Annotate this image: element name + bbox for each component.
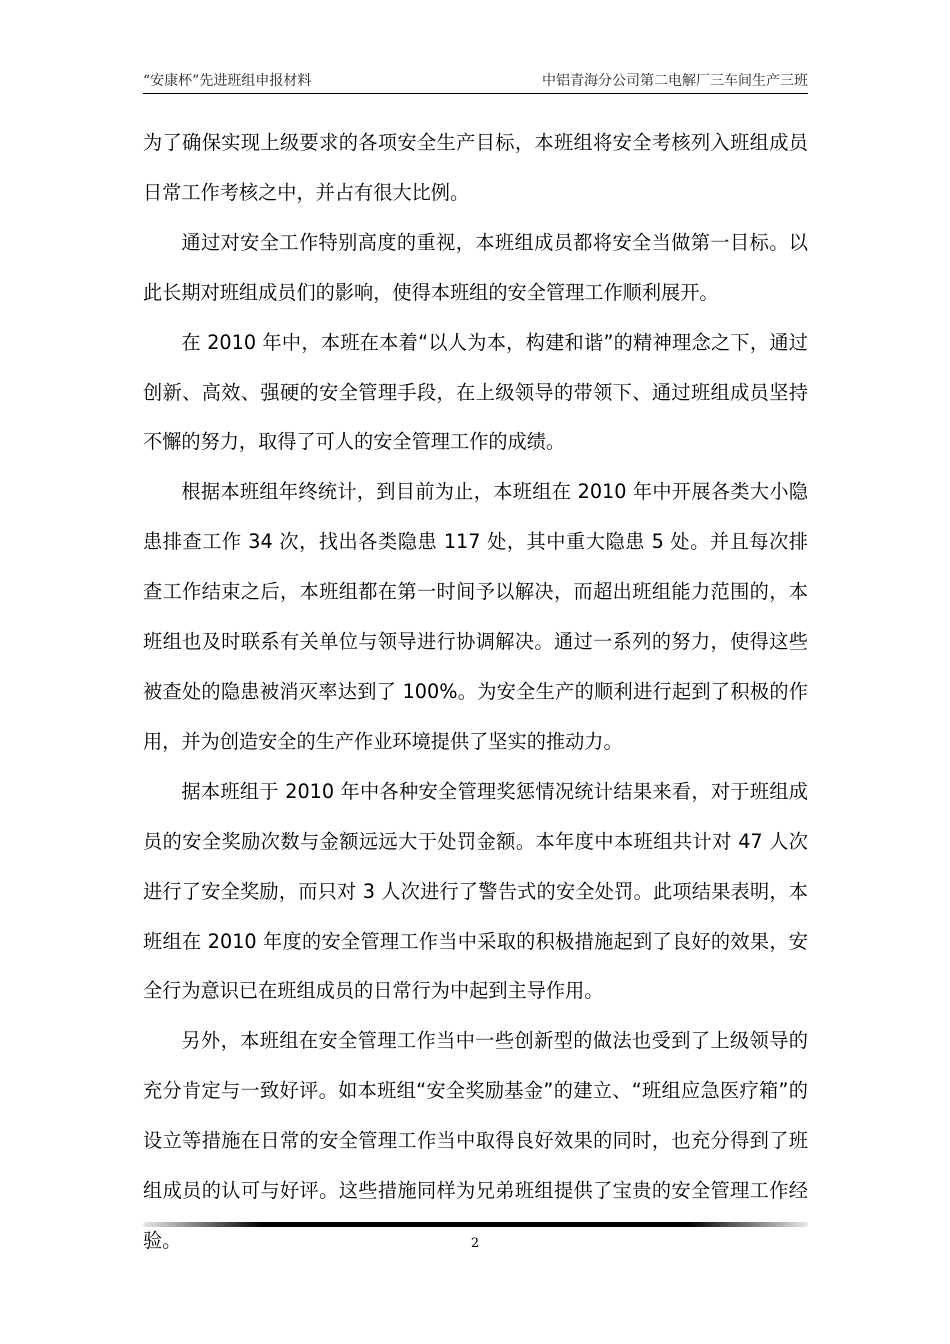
paragraph-3: 在 2010 年中，本班在本着“以人为本，构建和谐”的精神理念之下，通过创新、高效、强硬的安全管理手段，在上级领导的带领下、通过班组成员坚持不懈的努力，取得了可人的安全管理工作的成绩。 <box>143 330 808 454</box>
header-divider <box>143 93 808 94</box>
header-organization: 中铝青海分公司第二电解厂三车间生产三班 <box>542 73 808 89</box>
page-number: 2 <box>470 1236 480 1251</box>
footer-divider <box>143 1222 808 1227</box>
paragraph-4: 根据本班组年终统计，到目前为止，本班组在 2010 年中开展各类大小隐患排查工作 34 次，找出各类隐患 117 处，其中重大隐患 5 处。并且每次排查工作结束之后，本班组都在第一时间予以解决，而超出班组能力范围的，本班组也及时联系有关单位与领导进行协调解决。通过一系列的努力，使得这些被查处的隐患被消灭率达到了 100%。为安全生产的顺利进行起到了积极的作用，并为创造安全的生产作业环境提供了坚实的推动力。 <box>143 480 808 753</box>
paragraph-1: 为了确保实现上级要求的各项安全生产目标，本班组将安全考核列入班组成员日常工作考核之中，并占有很大比例。 <box>143 131 808 204</box>
paragraph-6: 另外，本班组在安全管理工作当中一些创新型的做法也受到了上级领导的充分肯定与一致好评。如本班组“安全奖励基金”的建立、“班组应急医疗箱”的设立等措施在日常的安全管理工作当中取得良好效果的同时，也充分得到了班组成员的认可与好评。这些措施同样为兄弟班组提供了宝贵的安全管理工作经验。 <box>143 1029 808 1252</box>
paragraph-5: 据本班组于 2010 年中各种安全管理奖惩情况统计结果来看，对于班组成员的安全奖励次数与金额远远大于处罚金额。本年度中本班组共计对 47 人次进行了安全奖励，而只对 3 人次进行了警告式的安全处罚。此项结果表明，本班组在 2010 年度的安全管理工作当中采取的积极措施起到了良好的效果，安全行为意识已在班组成员的日常行为中起到主导作用。 <box>143 779 808 1003</box>
paragraph-2: 通过对安全工作特别高度的重视，本班组成员都将安全当做第一目标。以此长期对班组成员们的影响，使得本班组的安全管理工作顺利展开。 <box>143 230 808 304</box>
page-header <box>143 68 808 92</box>
document-body <box>143 118 808 1266</box>
header-document-title: “安康杯”先进班组申报材料 <box>143 73 312 89</box>
